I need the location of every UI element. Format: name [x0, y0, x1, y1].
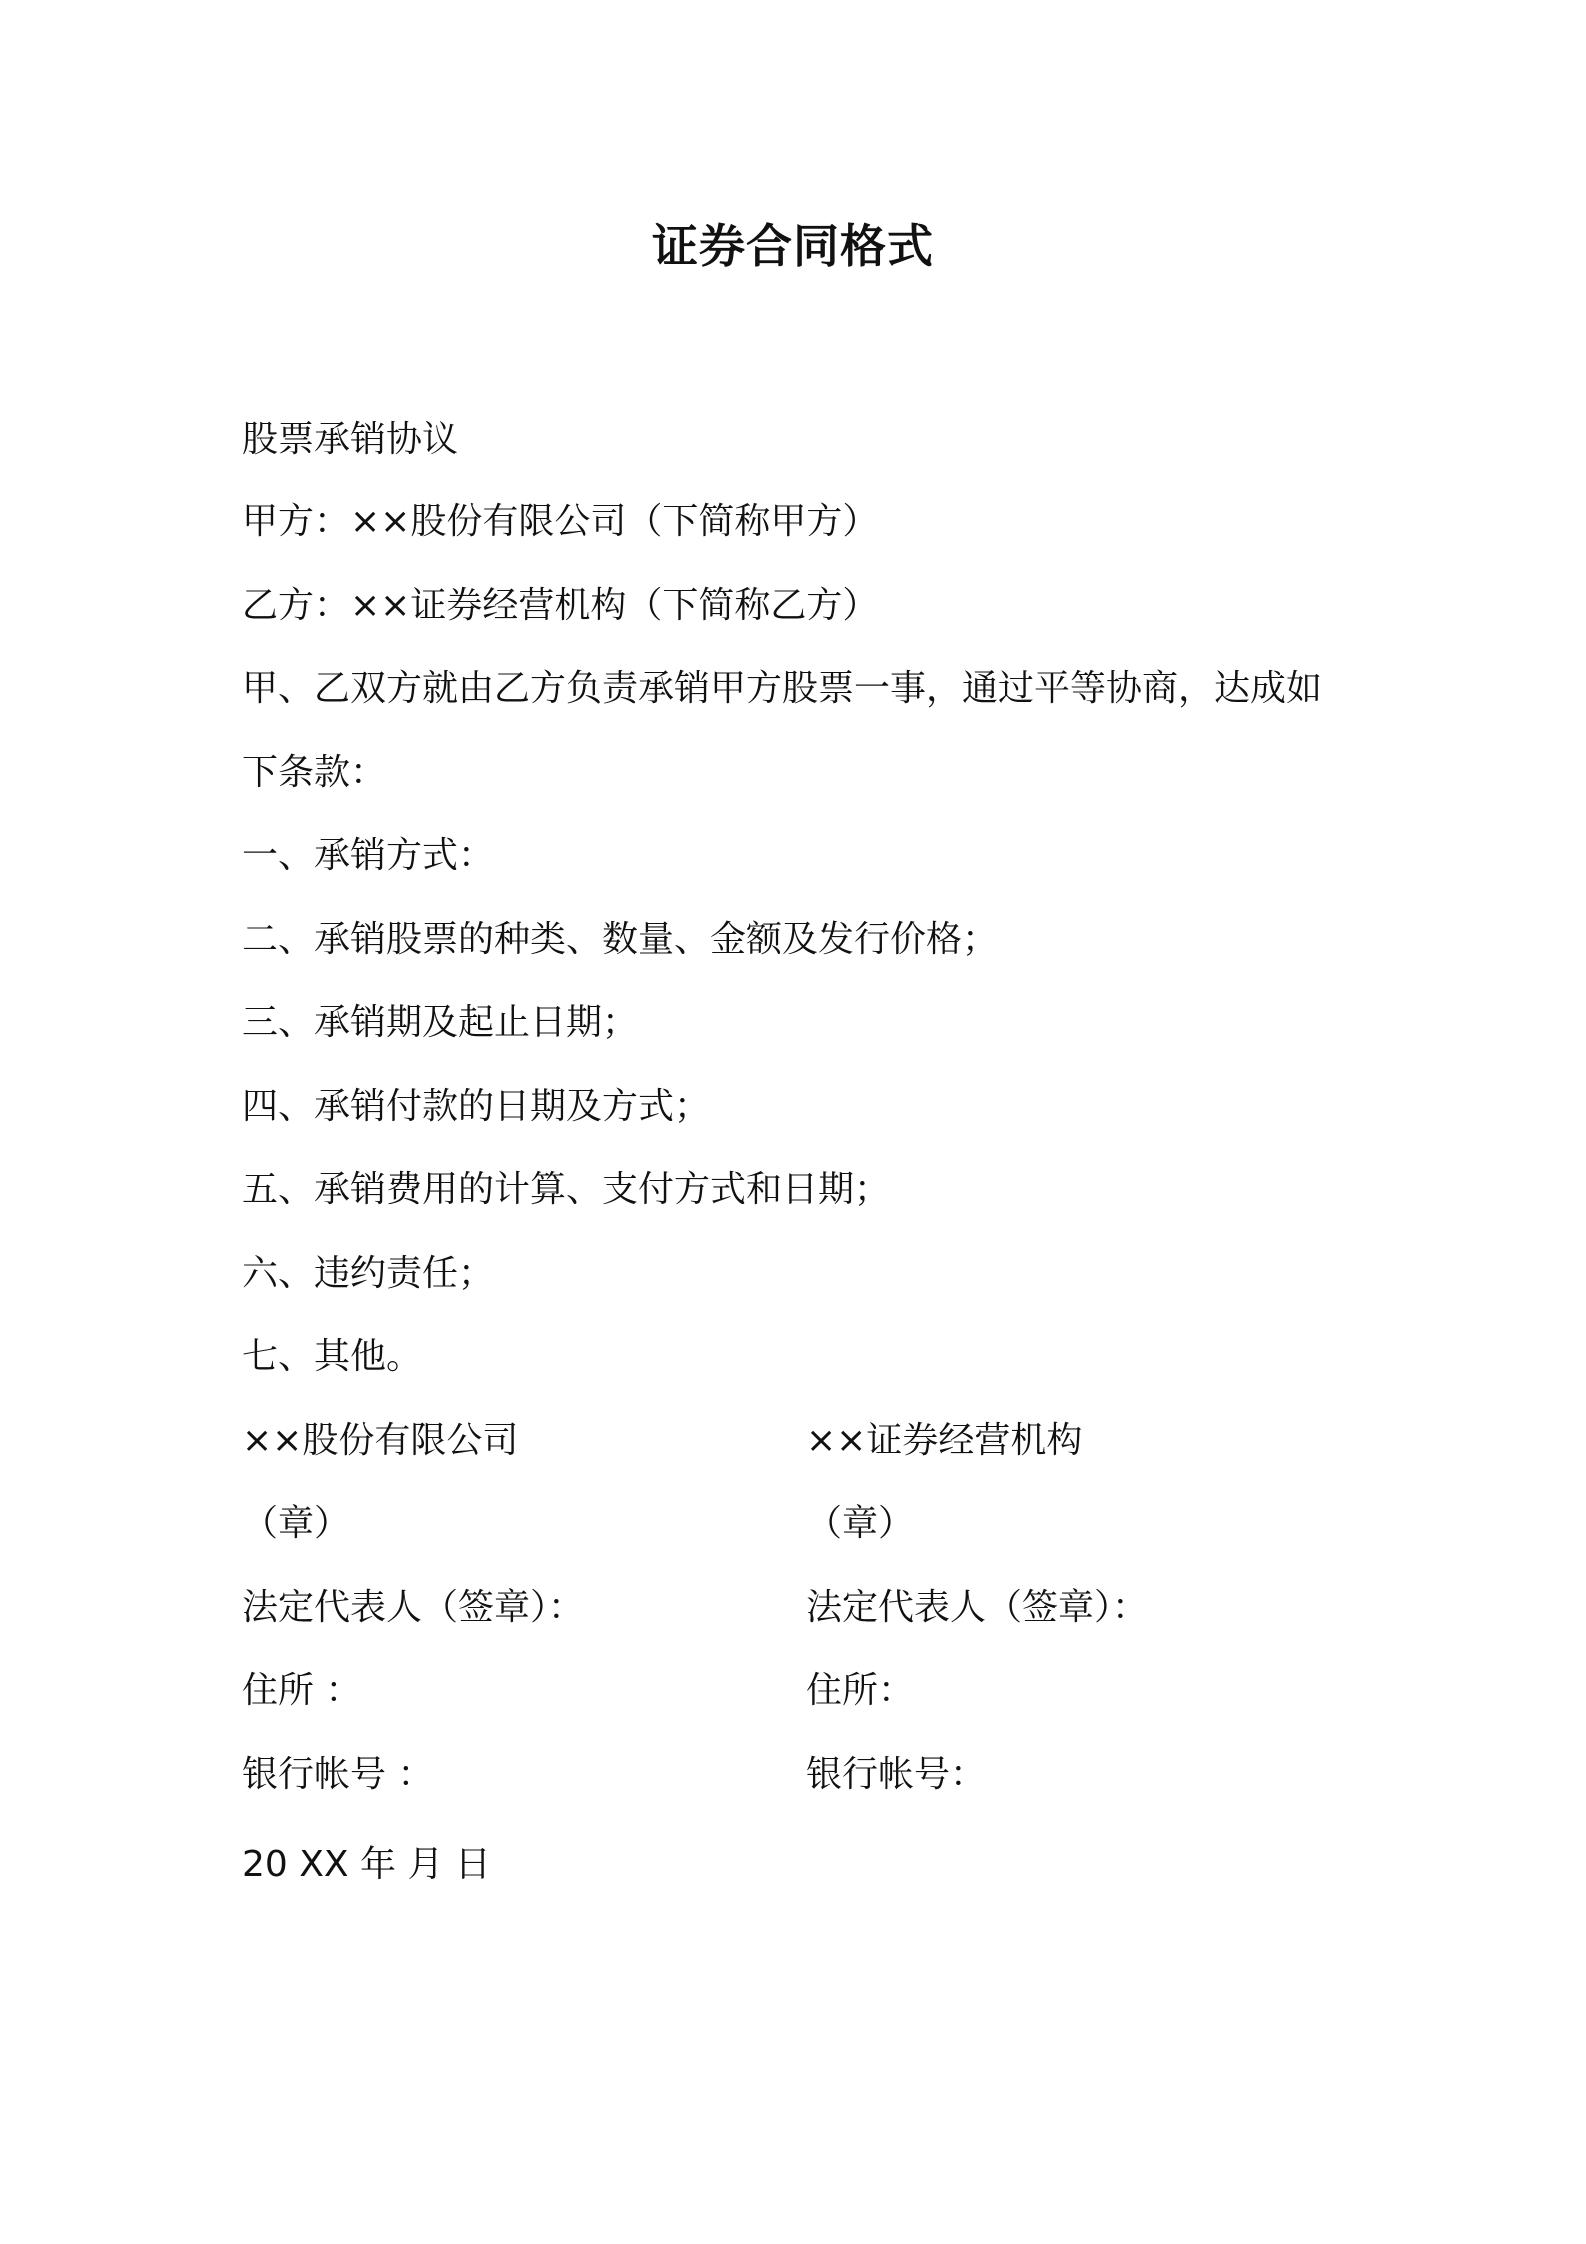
clause-7: 七、其他。 — [242, 1336, 423, 1377]
clause-6: 六、违约责任； — [242, 1253, 495, 1294]
clause-5: 五、承销费用的计算、支付方式和日期； — [242, 1169, 891, 1210]
signature-right-address: 住所： — [806, 1670, 915, 1711]
signature-right-seal: （章） — [806, 1503, 915, 1544]
signature-left-bank-account: 银行帐号 ： — [242, 1754, 434, 1795]
clause-2: 二、承销股票的种类、数量、金额及发行价格； — [242, 919, 999, 960]
signature-left-address: 住所 ： — [242, 1670, 362, 1711]
signature-left-seal: （章） — [242, 1503, 351, 1544]
signature-right-bank-account: 银行帐号： — [806, 1754, 987, 1795]
signature-right-company: ××证券经营机构 — [806, 1420, 1083, 1461]
signature-right-legal-rep: 法定代表人（签章）： — [806, 1587, 1149, 1628]
document-title: 证券合同格式 — [652, 219, 934, 273]
preamble-line-1: 甲、乙双方就由乙方负责承销甲方股票一事，通过平等协商，达成如 — [242, 668, 1323, 709]
signature-left-company: ××股份有限公司 — [242, 1420, 519, 1461]
clause-1: 一、承销方式： — [242, 835, 495, 876]
clause-4: 四、承销付款的日期及方式； — [242, 1086, 711, 1127]
clause-3: 三、承销期及起止日期； — [242, 1002, 639, 1043]
signature-left-legal-rep: 法定代表人（签章）： — [242, 1587, 585, 1628]
preamble-line-2: 下条款： — [242, 752, 387, 793]
party-b-line: 乙方：××证券经营机构（下简称乙方） — [242, 585, 879, 626]
party-a-line: 甲方：××股份有限公司（下简称甲方） — [242, 501, 879, 542]
agreement-subtitle: 股票承销协议 — [242, 419, 459, 460]
agreement-date: 20 XX 年 月 日 — [242, 1844, 491, 1885]
